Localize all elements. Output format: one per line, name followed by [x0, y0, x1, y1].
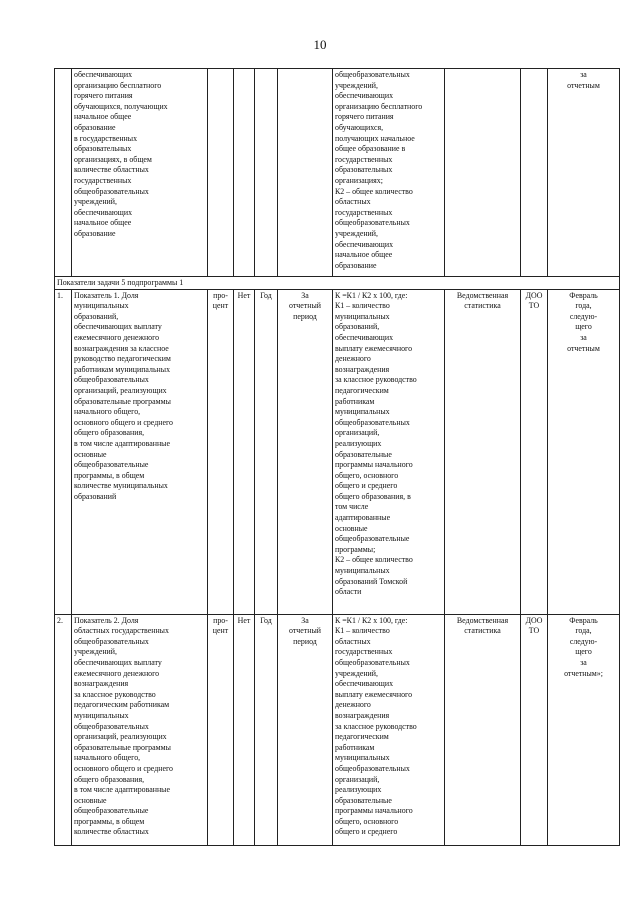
indicators-table	[54, 68, 620, 846]
cell-source: Ведомственная статистика	[445, 614, 521, 845]
cell-num: 1.	[55, 289, 72, 614]
cell-name: обеспечивающих организацию бесплатного горячего питания обучающихся, получающих начальное общее образование в государственных образовательных организациях, в общем количестве областных государственных общеобразовательных учреждений, обеспечивающих начальное общее образование	[72, 69, 208, 277]
cell-periodicity: Год	[255, 614, 278, 845]
cell-period	[278, 69, 333, 277]
table-row	[55, 614, 620, 845]
cell-num	[55, 69, 72, 277]
cell-flag: Нет	[234, 614, 255, 845]
cell-deadline: Февраль года, следую- щего за отчетным»;	[548, 614, 620, 845]
cell-unit	[208, 69, 234, 277]
cell-unit: про- цент	[208, 289, 234, 614]
cell-periodicity	[255, 69, 278, 277]
cell-name: Показатель 2. Доля областных государственных общеобразовательных учреждений, обеспечивающих выплату ежемесячного денежного вознаграждения за классное руководство педагогическим работникам муниципальных общеобразовательных организаций, реализующих образовательные программы начального общего, основного общего и среднего общего образования, в том числе адаптированные основные общеобразовательные программы, в общем количестве областных	[72, 614, 208, 845]
cell-responsible	[521, 69, 548, 277]
cell-formula: К =К1 / К2 x 100, где: К1 – количество областных государственных общеобразовательных учреждений, обеспечивающих выплату ежемесячного денежного вознаграждения за классное руководство педагогическим работникам муниципальных общеобразовательных организаций, реализующих образовательные программы начального общего, основного общего и среднего	[333, 614, 445, 845]
cell-period: За отчетный период	[278, 289, 333, 614]
page-number: 10	[313, 37, 327, 52]
cell-period: За отчетный период	[278, 614, 333, 845]
cell-deadline: Февраль года, следую- щего за отчетным	[548, 289, 620, 614]
table-row	[55, 289, 620, 614]
cell-responsible: ДОО ТО	[521, 614, 548, 845]
cell-source	[445, 69, 521, 277]
cell-num: 2.	[55, 614, 72, 845]
table-row	[55, 69, 620, 277]
section-header: Показатели задачи 5 подпрограммы 1	[55, 277, 620, 290]
cell-source: Ведомственная статистика	[445, 289, 521, 614]
cell-name: Показатель 1. Доля муниципальных образований, обеспечивающих выплату ежемесячного денежного вознаграждения за классное руководство педагогическим работникам муниципальных общеобразовательных организаций, реализующих образовательные программы начального общего, основного общего и среднего общего образования, в том числе адаптированные основные общеобразовательные программы, в общем количестве муниципальных образований	[72, 289, 208, 614]
section-header-row	[55, 277, 620, 290]
cell-flag	[234, 69, 255, 277]
cell-unit: про- цент	[208, 614, 234, 845]
cell-formula: общеобразовательных учреждений, обеспечивающих организацию бесплатного горячего питания обучающихся, получающих начальное общее образование в государственных образовательных организациях; К2 – общее количество областных государственных общеобразовательных учреждений, обеспечивающих начальное общее образование	[333, 69, 445, 277]
cell-deadline: за отчетным	[548, 69, 620, 277]
cell-periodicity: Год	[255, 289, 278, 614]
cell-formula: К =К1 / К2 x 100, где: К1 – количество муниципальных образований, обеспечивающих выплату ежемесячного денежного вознаграждения за классное руководство педагогическим работникам муниципальных общеобразовательных организаций, реализующих образовательные программы начального общего, основного общего и среднего общего образования, в том числе адаптированные основные общеобразовательные программы; К2 – общее количество муниципальных образований Томской области	[333, 289, 445, 614]
cell-flag: Нет	[234, 289, 255, 614]
cell-responsible: ДОО ТО	[521, 289, 548, 614]
